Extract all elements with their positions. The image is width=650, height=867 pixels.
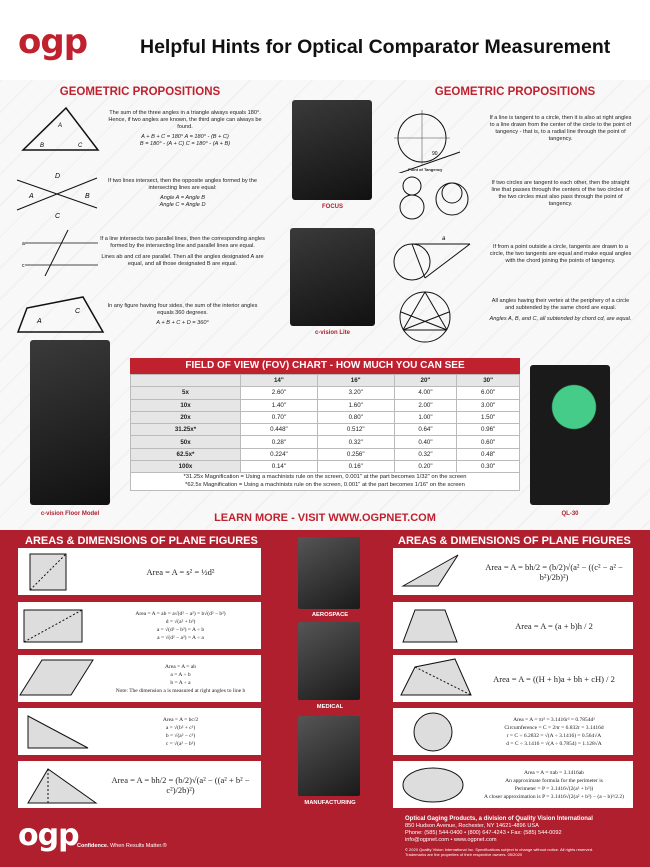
fov-value-cell: 1.60" [317,399,394,411]
footer-tagline: Confidence. When Results Matter.® [77,843,167,849]
fov-value-cell: 0.32" [394,448,457,460]
fov-row [131,399,520,411]
formula-line: Area = A = bc/2 [162,716,199,723]
fov-value-cell: 1.50" [457,411,520,423]
fov-value-cell: 0.32" [317,436,394,448]
fov-value-cell: 0.28" [241,436,318,448]
formula-line: Area = A = πab = 3.1416ab [524,769,584,776]
svg-text:C: C [55,213,61,220]
plane-figure-diagram [393,604,475,648]
fov-value-cell: 0.448" [241,424,318,436]
aerospace-image [298,537,360,609]
floor-model-label: c-vision Floor Model [40,511,100,517]
area-formula [100,775,261,795]
quadrilateral-diagram [15,295,105,335]
triangle-diagram [18,105,103,155]
learn-more-link[interactable]: LEARN MORE - VISIT WWW.OGPNET.COM [214,512,436,524]
formula-line: d = C ÷ 3.1416 = √(A ÷ 0.7854) = 1.128√A [506,740,602,747]
fov-value-cell: 0.70" [241,411,318,423]
plane-figure-diagram [18,657,100,701]
formula-line: Area = A = πr² = 3.1416r² = 0.7854d² [513,716,595,723]
fov-column-header: 20" [394,375,457,387]
fov-value-cell: 0.20" [394,461,457,473]
svg-text:C: C [75,308,81,315]
manufacturing-image [298,716,360,796]
plane-figure-diagram [393,550,475,594]
area-formula [100,663,261,695]
formula-line: Area = A = bh/2 = (b/2)√(a² − ((a² + b² − c²)/2b)²) [111,774,250,795]
point-of-tangency-label: Point of Tangency [408,167,443,172]
prop-tangent: If a line is tangent to a circle, then it is also at right angles to a line drawn from the center of the circle to the point of tangency - that is, to a radial line through the point of tangency. [489,115,632,142]
plane-figure-diagram [18,550,100,594]
fov-value-cell: 0.14" [241,461,318,473]
medical-label: MEDICAL [316,704,344,710]
aerospace-label: AEROSPACE [311,612,349,618]
fov-column-header: 14" [241,375,318,387]
fov-value-cell: 0.60" [457,436,520,448]
formula-line: Area = A = ab [165,663,196,670]
plane-figure-diagram [393,763,475,807]
fov-value-cell: 0.256" [317,448,394,460]
prop-quadrilateral: In any figure having four sides, the sum of the interior angles equals 360 degrees. A + B + C + D = 360° [107,303,258,326]
plane-figure-card [393,548,633,595]
ogp-logo: ogp [18,22,88,62]
formula-line: a = √(b² + c²) [165,724,196,731]
focus-label: FOCUS [322,204,343,210]
fov-value-cell: 3.00" [457,399,520,411]
plane-figure-card [393,602,633,649]
svg-text:c: c [22,263,25,269]
fov-value-cell: 4.00" [394,387,457,399]
plane-figure-diagram [18,763,100,807]
fov-title: FIELD OF VIEW (FOV) CHART - HOW MUCH YOU CAN SEE [130,358,520,374]
cvision-floor-model-image [30,340,110,505]
inscribed-angles-diagram [395,290,455,345]
formula-line: d = √(a² + b²) [165,618,196,625]
area-formula [475,769,633,801]
formula-line: a = √(d² − b²) = A ÷ b [156,626,205,633]
area-formula [475,621,633,631]
plane-figure-card [393,761,633,808]
formula-line: a = A ÷ b [170,671,191,678]
area-formula [100,716,261,748]
plane-figure-diagram [18,604,100,648]
fov-value-cell: 0.224" [241,448,318,460]
area-formula [475,562,633,582]
formula-line: Area = A = (a + b)h / 2 [515,620,593,631]
formula-line: Area = A = s² = ½d² [146,566,215,577]
plane-figure-card [18,548,261,595]
geo-left-heading: GEOMETRIC PROPOSITIONS [59,86,221,98]
fov-chart [130,358,520,491]
plane-figure-card [393,708,633,755]
svg-text:B: B [85,193,90,200]
footer-contact: Optical Gaging Products, a division of Quality Vision International 850 Hudson Avenue, Rochester, NY 14621-4896 USA Phone: (585) 544-0400 • (800) 647-4243 • Fax: (585) 544-0092 info@ogpnet.com • www.ogpnet.com © 2020 Quality Vision International Inc. Specifications subject to change without notice. All rights reserved. Trademarks are the properties of their respective owners. 05/2020 [405,816,594,857]
fov-row [131,387,520,399]
areas-left-heading: AREAS & DIMENSIONS OF PLANE FIGURES [25,535,258,547]
fov-column-header: 16" [317,375,394,387]
svg-text:B: B [40,143,45,149]
fov-value-cell: 6.00" [457,387,520,399]
formula-line: b = √(a² − c²) [165,732,196,739]
svg-text:C: C [78,143,83,149]
fov-row [131,424,520,436]
prop-intersecting: If two lines intersect, then the opposite angles formed by the intersecting lines are equal: Angle A = Angle B Angle C = Angle D [108,178,257,208]
formula-line: a = √(d² − a²) = A ÷ a [157,634,204,641]
fov-row [131,461,520,473]
formula-line: A closer approximation is P = 3.1416√(2(a² + b²) − (a − b)²/2.2) [484,793,624,800]
areas-right-heading: AREAS & DIMENSIONS OF PLANE FIGURES [398,535,631,547]
prop-inscribed-angles: All angles having their vertex at the periphery of a circle and subtended by the same chord are equal. Angles A, B, and C, all subtended by chord cd, are equal. [489,298,632,322]
formula-line: c = √(a² − b²) [165,740,196,747]
page-title: Helpful Hints for Optical Comparator Measurement [140,36,611,58]
area-formula [475,674,633,684]
fov-value-cell: 0.48" [457,448,520,460]
parallel-lines-diagram [20,228,100,278]
area-formula [475,716,633,748]
fov-value-cell: 1.00" [394,411,457,423]
cvision-lite-label: c-vision Lite [314,330,350,336]
plane-figure-diagram [18,710,100,754]
svg-text:a: a [22,241,25,247]
ql30-product-image [530,365,610,505]
footer-ogp-logo: ogp [18,818,79,853]
fov-column-header: 30" [457,375,520,387]
svg-text:A: A [37,318,42,325]
fov-notes: *31.25x Magnification = Using a machinists rule on the screen, 0.001" at the part becomes 1/32" on the screen *62.5x Magnification = Using a machinists rule on the screen, 0.001" at the part becomes 1/16" on the screen [130,473,520,491]
plane-figure-card [18,761,261,808]
magnification-cell: 50x [131,436,241,448]
fov-value-cell: 2.00" [394,399,457,411]
intersecting-lines-diagram [15,170,100,220]
fov-value-cell: 0.16" [317,461,394,473]
manufacturing-label: MANUFACTURING [304,800,356,806]
tangent-circles-diagram [395,173,475,223]
magnification-cell: 5x [131,387,241,399]
fov-value-cell: 1.40" [241,399,318,411]
formula-line: Area = A = ab = a√(d² − a²) = b√(d² − b²) [135,610,226,617]
fov-row [131,436,520,448]
fov-value-cell: 0.512" [317,424,394,436]
plane-figure-diagram [393,657,475,701]
fov-value-cell: 2.60" [241,387,318,399]
magnification-cell: 10x [131,399,241,411]
svg-text:90: 90 [432,151,438,157]
plane-figure-card [393,655,633,702]
ql30-label: QL-30 [561,511,579,517]
formula-line: Note: The dimension a is measured at right angles to line b [115,687,246,694]
formula-line: An approximate formula for the perimeter is [505,777,603,784]
fov-column-header [131,375,241,387]
fov-value-cell: 3.20" [317,387,394,399]
fov-row [131,448,520,460]
fov-row [131,411,520,423]
fov-value-cell: 0.64" [394,424,457,436]
area-formula [100,567,261,577]
magnification-cell: 20x [131,411,241,423]
area-formula [100,610,261,642]
plane-figure-card [18,655,261,702]
svg-text:A: A [58,123,63,129]
svg-text:A: A [29,193,34,200]
formula-line: Perimeter = P = 3.1416√(2(a² + b²)) [514,785,594,792]
formula-line: r = C ÷ 6.2832 = √(A ÷ 3.1416) = 0.564√A [506,732,602,739]
fov-table [130,374,520,473]
formula-line: Circumference = C = 2πr = 6.832r = 3.1416d [504,724,604,731]
prop-tangent-circles: If two circles are tangent to each other, then the straight line that passes through the centers of the two circles of the two circles must also pass through the point of tangency. [491,180,630,207]
magnification-cell: 62.5x* [131,448,241,460]
prop-triangle: The sum of the three angles in a triangle always equals 180°. Hence, if two angles are known, the third angle can always be found. A + B + C = 180° A = 180° - (B + C) B = 180° - (A + C) C = 180° - (A + B) [108,110,262,147]
fov-value-cell: 0.96" [457,424,520,436]
prop-external-tangents: If from a point outside a circle, tangents are drawn to a circle, the two tangents are equal and make equal angles with the chord joining the points of tangency. [489,244,632,264]
plane-figure-card [18,602,261,649]
svg-text:D: D [55,173,61,180]
geo-right-heading: GEOMETRIC PROPOSITIONS [434,86,596,98]
plane-figure-diagram [393,710,475,754]
fov-value-cell: 0.80" [317,411,394,423]
formula-line: b = A ÷ a [170,679,191,686]
fov-value-cell: 0.30" [457,461,520,473]
magnification-cell: 100x [131,461,241,473]
prop-parallel: If a line intersects two parallel lines, then the corresponding angles formed by the intersecting line and parallel lines are equal. Lines ab and cd are parallel. Then all the angles designated A are equal, and all those designated B are equal. [100,236,265,267]
footer-web-links[interactable]: info@ogpnet.com • www.ogpnet.com [405,837,497,843]
formula-line: Area = A = bh/2 = (b/2)√(a² − ((c² − a² − b²)/2b)²) [485,561,623,582]
fov-value-cell: 0.40" [394,436,457,448]
external-tangents-diagram [392,232,472,287]
tangent-circle-diagram [392,108,462,173]
svg-text:a: a [442,236,446,242]
formula-line: Area = A = ((H + h)a + bh + cH) / 2 [493,673,615,684]
cvision-lite-product-image [290,228,375,326]
focus-product-image [292,100,372,200]
magnification-cell: 31.25x* [131,424,241,436]
medical-image [298,622,360,700]
plane-figure-card [18,708,261,755]
